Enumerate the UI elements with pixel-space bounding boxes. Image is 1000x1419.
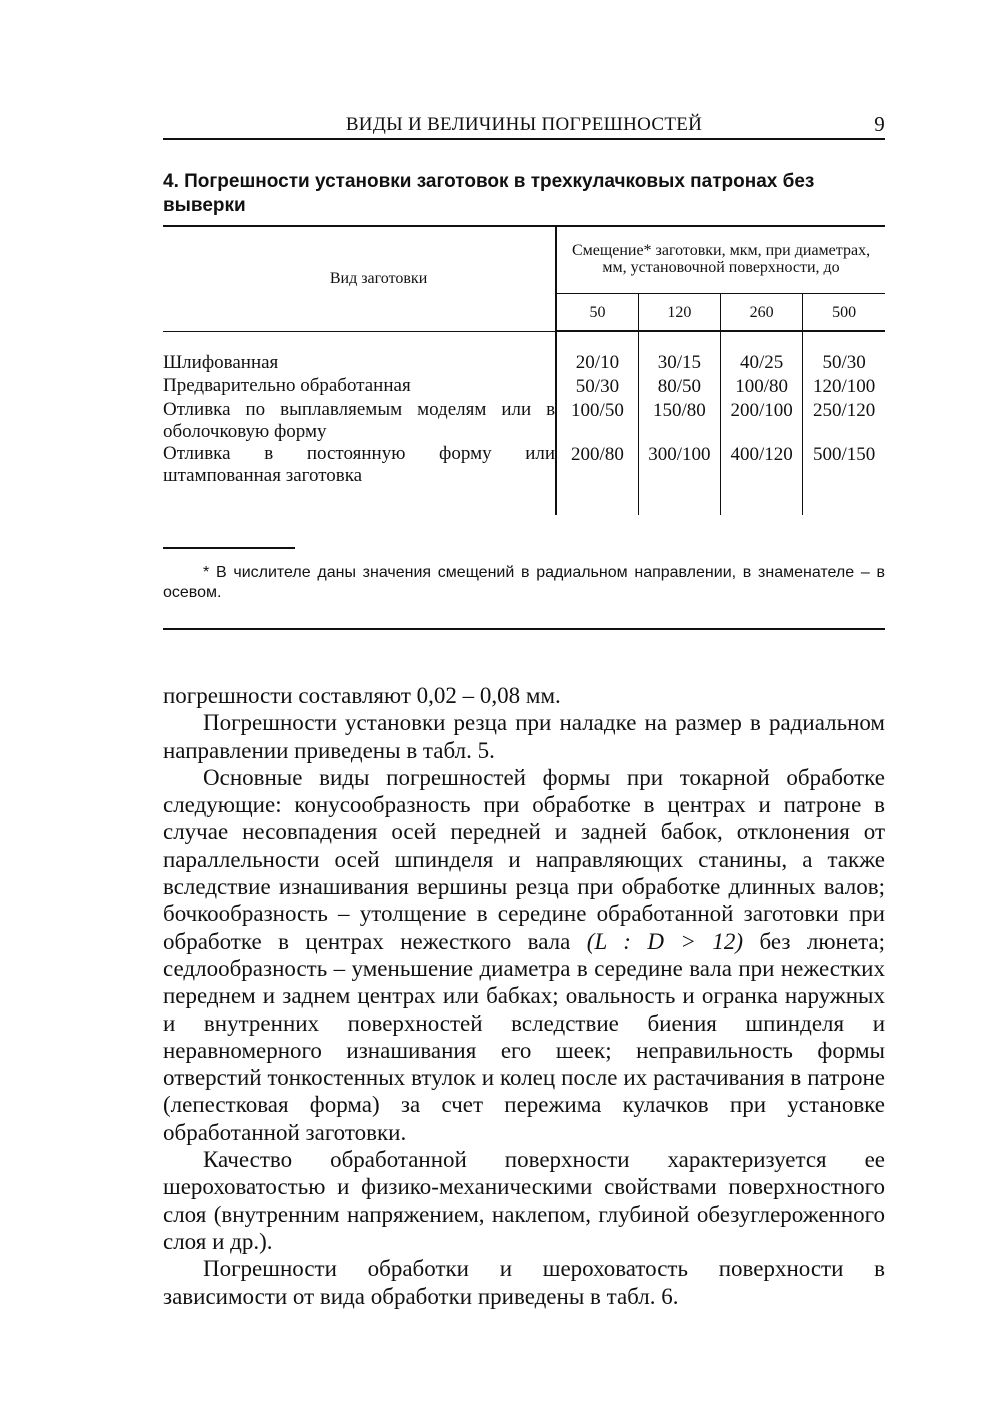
row-name: Шлифованная (163, 331, 556, 375)
col-header-diameter: 120 (638, 294, 720, 332)
cell-value: 200/80 (556, 443, 638, 487)
paragraph (163, 764, 885, 1146)
cell-value: 200/100 (721, 399, 803, 443)
row-name: Отливка в постоянную форму или штампованная заготовка (163, 443, 556, 486)
table-row (163, 375, 885, 399)
footnote-divider (163, 547, 295, 549)
running-header (163, 108, 885, 140)
section-divider (163, 628, 885, 630)
table-row (163, 399, 885, 443)
cell-value: 100/50 (556, 399, 638, 443)
formula: (L : D > 12) (586, 928, 744, 954)
table-caption: 4. Погрешности установки заготовок в трехкулачковых патронах без выверки (163, 171, 815, 216)
row-name: Отливка по выплавляемым моделям или в оболочковую форму (163, 399, 556, 442)
cell-value: 50/30 (556, 375, 638, 399)
cell-value: 250/120 (812, 400, 876, 421)
paragraph-text: Основные виды погрешностей формы при токарной обработке следующие: конусообразность при обработке в центрах и патроне в случае несовпадения осей передней и задней бабок, отклонения от параллельности осей шпинделя и направляющих станины, а также вследствие изнашивания вершины резца при обработке длинных валов; бочкообразность – утолщение в середине обработанной заготовки при обработке в центрах нежесткого вала (163, 764, 885, 954)
page-number: 9 (874, 112, 885, 136)
cell-value: 40/25 (721, 331, 803, 375)
paragraph: погрешности составляют 0,02 – 0,08 мм. (163, 683, 561, 708)
col-header-offset: Смещение* заготовки, мкм, при диаметрах, мм, установочной поверхности, до (556, 226, 885, 294)
col-header-diameter: 50 (556, 294, 638, 332)
body-text (163, 682, 885, 1310)
cell-value: 30/15 (638, 331, 720, 375)
cell-value: 20/10 (556, 331, 638, 375)
cell-value: 120/100 (812, 376, 876, 397)
col-header-blank-type: Вид заготовки (163, 226, 556, 331)
cell-value: 400/120 (721, 443, 803, 487)
cell-value: 500/150 (812, 444, 876, 465)
offset-table (163, 225, 885, 515)
table-row (163, 443, 885, 487)
col-header-diameter: 500 (803, 294, 885, 332)
cell-value: 150/80 (638, 399, 720, 443)
paragraph: Погрешности обработки и шероховатость поверхности в зависимости от вида обработки приведены в табл. 6. (163, 1256, 885, 1309)
page (163, 108, 885, 1310)
running-header-title: ВИДЫ И ВЕЛИЧИНЫ ПОГРЕШНОСТЕЙ (345, 114, 703, 135)
cell-value: 80/50 (638, 375, 720, 399)
col-header-diameter: 260 (721, 294, 803, 332)
paragraph: Качество обработанной поверхности характеризуется ее шероховатостью и физико-механическими свойствами поверхностного слоя (внутренним напряжением, наклепом, глубиной обезуглероженного слоя и др.). (163, 1147, 885, 1254)
cell-value: 300/100 (638, 443, 720, 487)
table-footnote: * В числителе даны значения смещений в радиальном направлении, в знаменателе – в осевом. (163, 564, 885, 601)
table-spacer-row (163, 487, 885, 515)
table-row (163, 331, 885, 375)
paragraph-text: без люнета; седлообразность – уменьшение диаметра в середине вала при нежестких переднем и заднем центрах или бабках; овальность и огранка наружных и внутренних поверхностей вследствие биения шпинделя и неравномерного изнашивания его шеек; неправильность формы отверстий тонкостенных втулок и колец после их растачивания в патроне (лепестковая форма) за счет пережима кулачков при установке обработанной заготовки. (163, 928, 886, 1145)
paragraph: Погрешности установки резца при наладке на размер в радиальном направлении приведены в табл. 5. (163, 710, 885, 763)
cell-value: 50/30 (822, 352, 866, 373)
row-name: Предварительно обработанная (163, 375, 556, 399)
cell-value: 100/80 (721, 375, 803, 399)
